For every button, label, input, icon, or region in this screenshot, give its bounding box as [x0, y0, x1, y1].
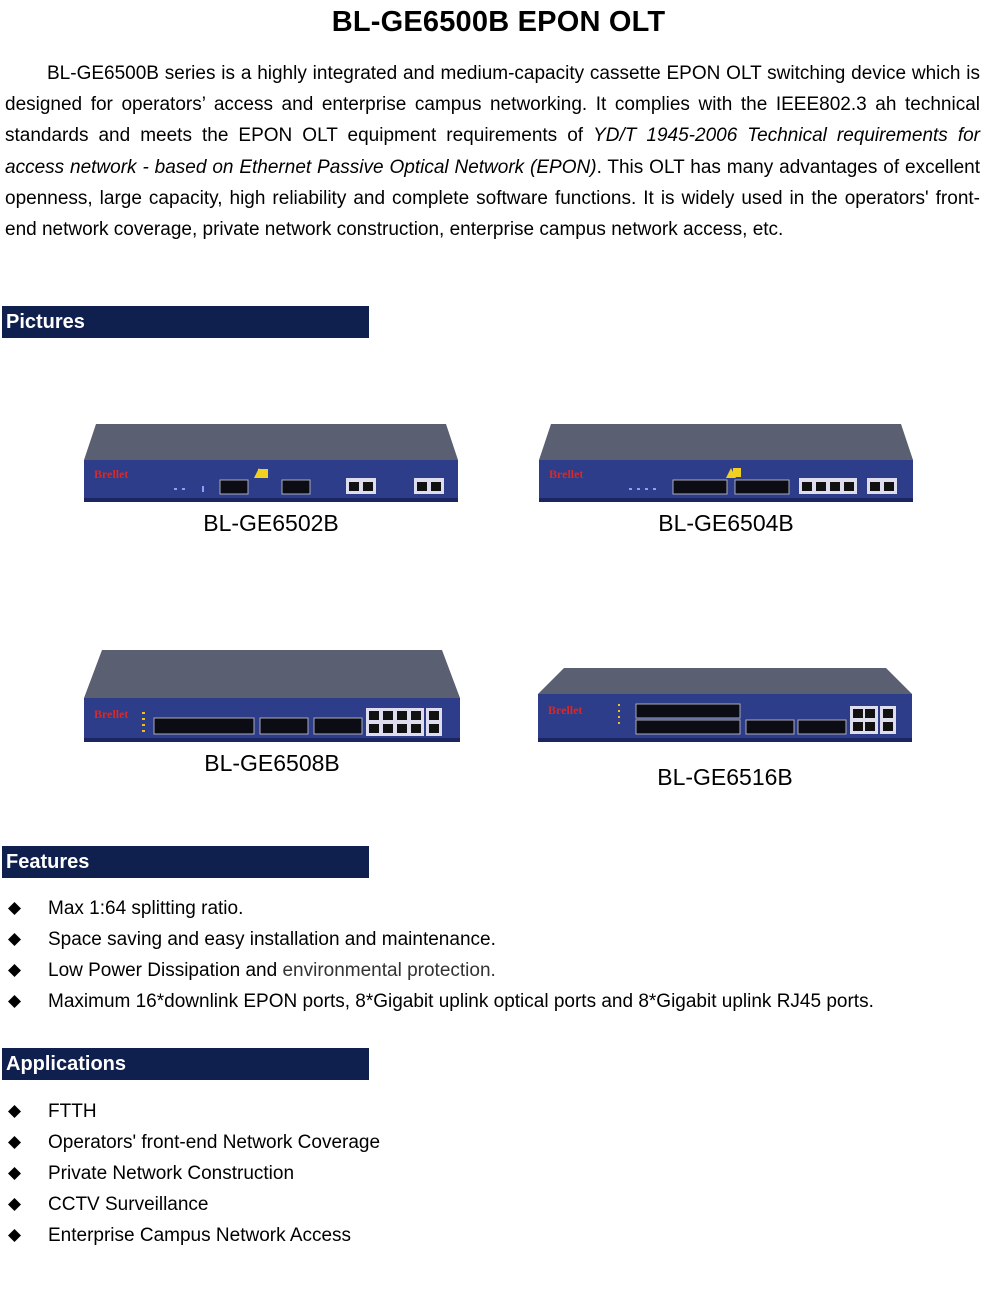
- brand-logo: Brellet: [549, 467, 584, 481]
- product-card-ge6502b: [82, 422, 460, 537]
- section-header-pictures: Pictures: [2, 306, 369, 338]
- list-item: [8, 1158, 380, 1189]
- feature-text-continued: environmental protection.: [282, 960, 496, 981]
- diamond-bullet-icon: [8, 1198, 21, 1211]
- features-list: [8, 893, 874, 1017]
- list-item: [8, 1096, 380, 1127]
- diamond-bullet-icon: [8, 933, 21, 946]
- section-header-applications: Applications: [2, 1048, 369, 1080]
- list-item: [8, 924, 874, 955]
- application-text: FTTH: [48, 1101, 97, 1122]
- list-item: [8, 986, 874, 1017]
- intro-text-1: BL-GE6500B series is a highly integrated and medium-capacity cassette EPON OLT switching device which is designed for operators’ access and enterprise campus networking. It complies with the IEEE802.3 ah technical standards and meets the EPON OLT equipment requirements of: [5, 63, 980, 147]
- product-card-ge6516b: [536, 664, 914, 791]
- diamond-bullet-icon: [8, 1105, 21, 1118]
- product-card-ge6508b: [82, 648, 462, 777]
- diamond-bullet-icon: [8, 995, 21, 1008]
- product-model-label: BL-GE6504B: [658, 510, 794, 536]
- feature-text: Max 1:64 splitting ratio.: [48, 898, 244, 919]
- list-item: [8, 955, 874, 986]
- diamond-bullet-icon: [8, 1167, 21, 1180]
- section-header-features: Features: [2, 846, 369, 878]
- list-item: [8, 1220, 380, 1251]
- applications-list: [8, 1096, 380, 1251]
- diamond-bullet-icon: [8, 964, 21, 977]
- device-image: [537, 422, 915, 504]
- intro-standard-reference: YD/T 1945-2006 Technical requirements for access network - based on Ethernet Passive Optical Network (EPON): [5, 125, 980, 178]
- intro-text-2: . This OLT has many advantages of excellent openness, large capacity, high reliability and complete software functions. It is widely used in the operators' front-end network coverage, private network construction, enterprise campus network access, etc.: [5, 156, 980, 241]
- diamond-bullet-icon: [8, 902, 21, 915]
- product-model-label: BL-GE6516B: [657, 764, 793, 790]
- application-text: Enterprise Campus Network Access: [48, 1225, 352, 1246]
- application-text: Private Network Construction: [48, 1163, 295, 1184]
- product-model-label: BL-GE6508B: [204, 750, 340, 776]
- application-text: CCTV Surveillance: [48, 1194, 209, 1215]
- diamond-bullet-icon: [8, 1136, 21, 1149]
- brand-logo: Brellet: [94, 707, 129, 721]
- device-image: [82, 422, 460, 504]
- list-item: [8, 1127, 380, 1158]
- feature-text: Maximum 16*downlink EPON ports, 8*Gigabit uplink optical ports and 8*Gigabit uplink RJ45 ports.: [48, 991, 874, 1012]
- feature-text: Low Power Dissipation and: [48, 960, 283, 981]
- brand-logo: Brellet: [94, 467, 129, 481]
- page-title: BL-GE6500B EPON OLT: [331, 6, 666, 38]
- brand-logo: Brellet: [548, 703, 583, 717]
- feature-text: Space saving and easy installation and maintenance.: [48, 929, 496, 950]
- application-text: Operators' front-end Network Coverage: [48, 1132, 381, 1153]
- list-item: [8, 893, 874, 924]
- list-item: [8, 1189, 380, 1220]
- product-card-ge6504b: [537, 422, 915, 537]
- product-model-label: BL-GE6502B: [203, 510, 339, 536]
- diamond-bullet-icon: [8, 1229, 21, 1242]
- device-image: [536, 664, 914, 744]
- intro-paragraph: [5, 58, 980, 245]
- device-image: [82, 648, 462, 744]
